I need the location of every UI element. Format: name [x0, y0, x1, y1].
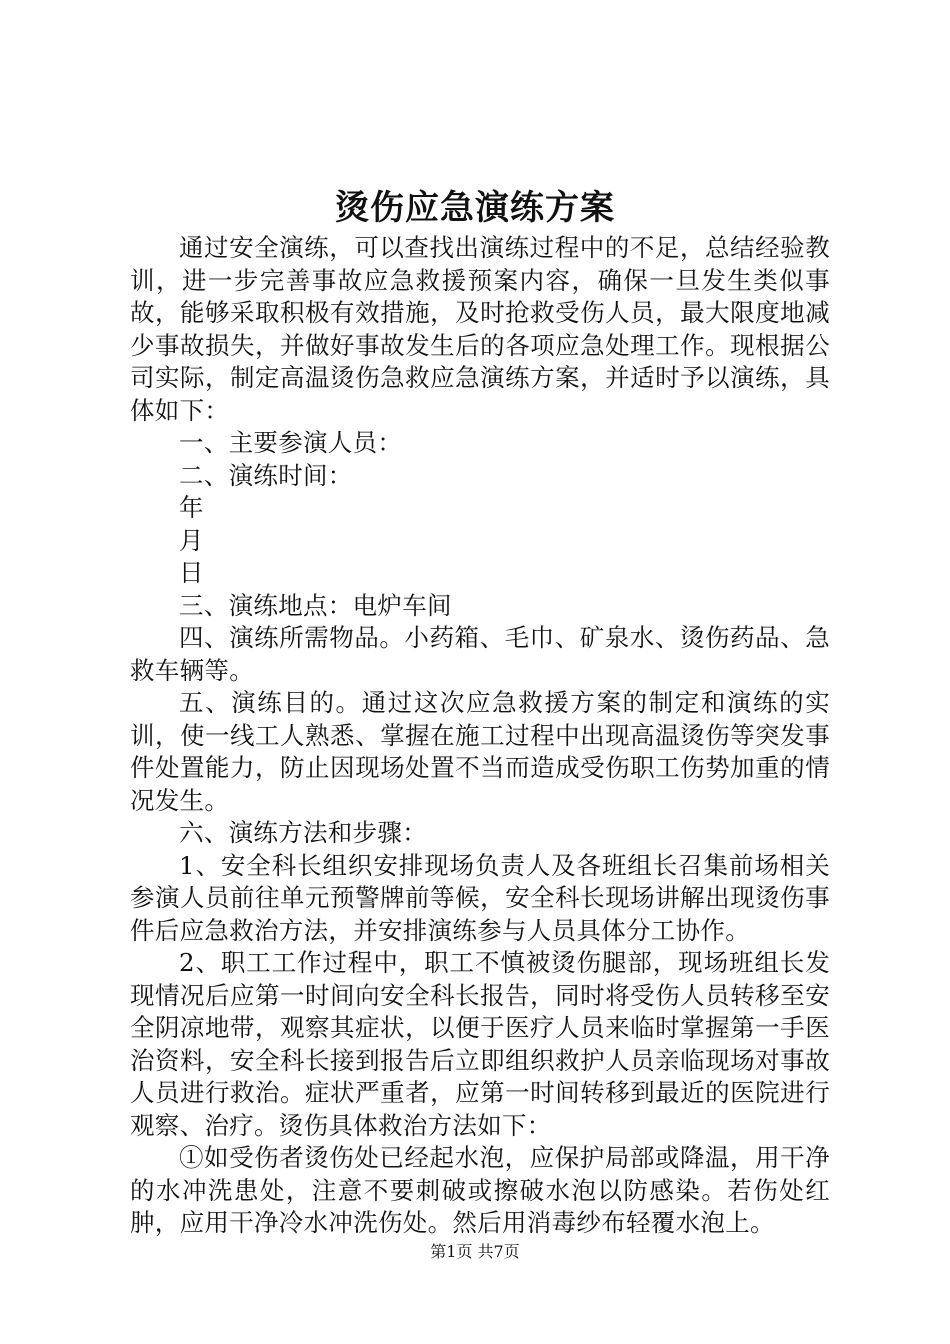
section-supplies: 四、演练所需物品。小药箱、毛巾、矿泉水、烫伤药品、急救车辆等。	[130, 623, 830, 685]
section-methods: 六、演练方法和步骤：	[179, 818, 427, 847]
date-day: 日	[179, 558, 204, 587]
section-location: 三、演练地点：电炉车间	[179, 590, 452, 620]
date-year: 年	[179, 493, 204, 522]
section-time: 二、演练时间：	[179, 460, 353, 490]
section-purpose: 五、演练目的。通过这次应急救援方案的制定和演练的实训，使一线工人熟悉、掌握在施工过程中出现高温烫伤等突发事件处置能力，防止因现场处置不当而造成受伤职工伤势加重的情况发生。	[130, 688, 830, 815]
step-one: 1、安全科长组织安排现场负责人及各班组长召集前场相关参演人员前往单元预警牌前等候，安全科长现场讲解出现烫伤事件后应急救治方法，并安排演练参与人员具体分工协作。	[130, 850, 830, 945]
step-two: 2、职工工作过程中，职工不慎被烫伤腿部，现场班组长发现情况后应第一时间向安全科长报告，同时将受伤人员转移至安全阴凉地带，观察其症状，以便于医疗人员来临时掌握第一手医治资料，安全科长接到报告后立即组织救护人员亲临现场对事故人员进行救治。症状严重者，应第一时间转移到最近的医院进行观察、治疗。烫伤具体救治方法如下：	[130, 948, 830, 1140]
date-month: 月	[179, 525, 204, 555]
treatment-item-one: ①如受伤者烫伤处已经起水泡，应保护局部或降温，用干净的水冲洗患处，注意不要刺破或擦破水泡以防感染。若伤处红肿，应用干净冷水冲洗伤处。然后用消毒纱布轻覆水泡上。	[130, 1143, 830, 1237]
document-body	[130, 232, 830, 1240]
document-title: 烫伤应急演练方案	[335, 188, 615, 228]
page-footer: 第1页 共7页	[430, 1242, 520, 1261]
intro-paragraph: 通过安全演练，可以查找出演练过程中的不足，总结经验教训，进一步完善事故应急救援预案内容，确保一旦发生类似事故，能够采取积极有效措施，及时抢救受伤人员，最大限度地减少事故损失，并做好事故发生后的各项应急处理工作。现根据公司实际，制定高温烫伤急救应急演练方案，并适时予以演练，具体如下：	[130, 233, 830, 425]
section-participants: 一、主要参演人员：	[179, 428, 403, 457]
